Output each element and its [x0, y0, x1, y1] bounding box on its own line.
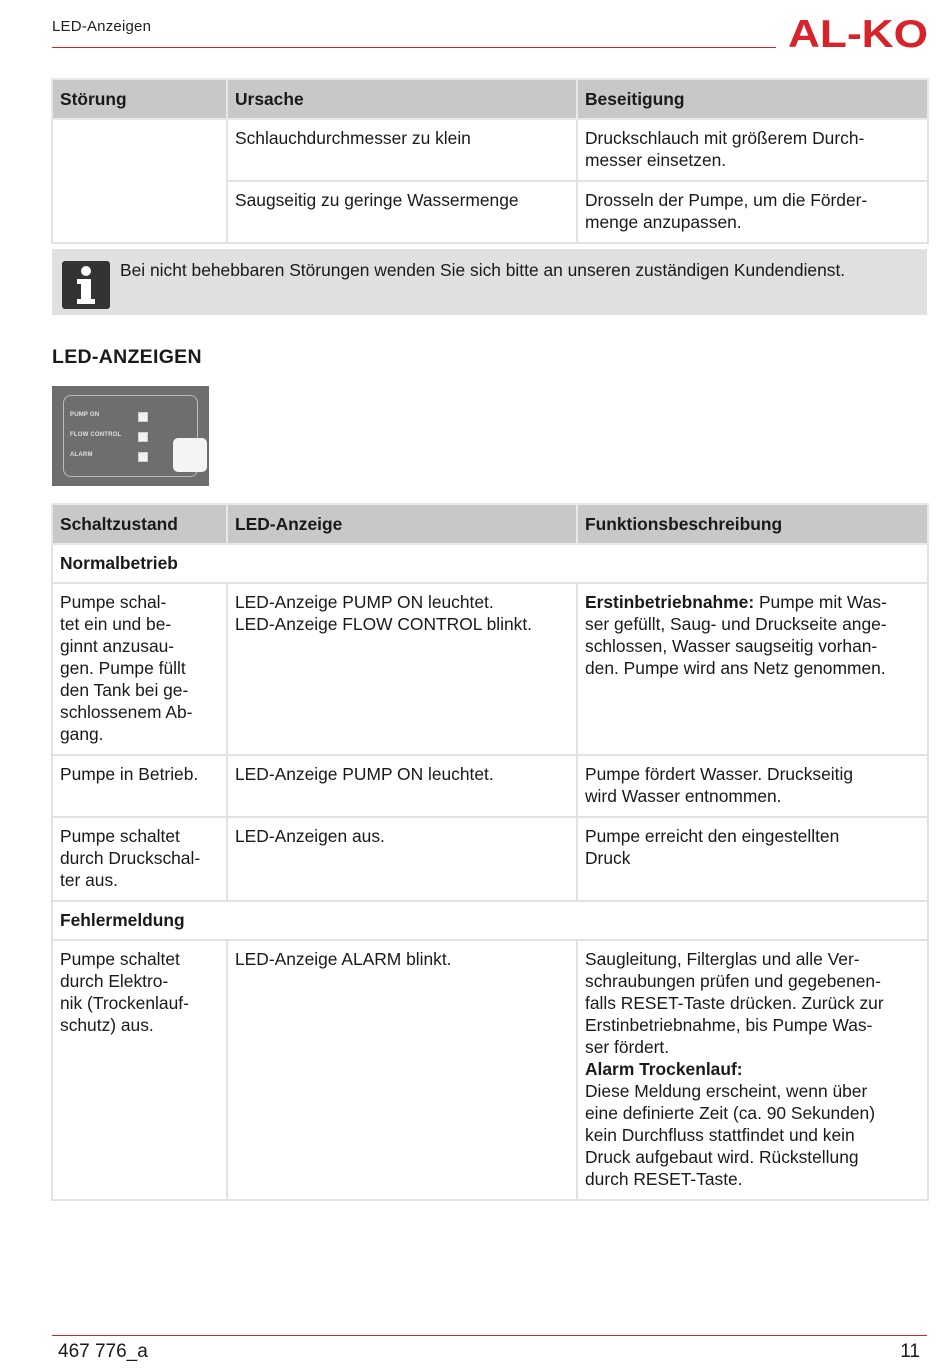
column-header: LED-Anzeige — [227, 504, 577, 544]
led-label-flow-control: FLOW CONTROL — [70, 432, 122, 438]
table-cell: Pumpe erreicht den eingestellten Druck — [577, 817, 928, 901]
desc-bold: Alarm Trockenlauf: — [585, 1059, 743, 1079]
table-cell: Pumpe in Betrieb. — [52, 755, 227, 817]
table-cell: Druckschlauch mit größerem Durch- messer einsetzen. — [577, 119, 928, 181]
table-row — [52, 583, 928, 755]
table-cell — [577, 940, 928, 1200]
table-cell: LED-Anzeigen aus. — [227, 817, 577, 901]
troubleshooting-table — [51, 78, 929, 244]
led-status-table — [51, 503, 929, 1201]
table-header-row — [52, 504, 928, 544]
table-cell: Saugseitig zu geringe Wassermenge — [227, 181, 577, 243]
alko-logo — [788, 14, 928, 50]
led-panel-illustration — [52, 386, 209, 486]
column-header: Ursache — [227, 79, 577, 119]
table-cell: Pumpe schaltet durch Elektro- nik (Trockenlauf- schutz) aus. — [52, 940, 227, 1200]
table-cell: LED-Anzeige ALARM blinkt. — [227, 940, 577, 1200]
page-header-title: LED-Anzeigen — [52, 18, 152, 35]
info-icon — [62, 261, 110, 309]
column-header: Funktionsbeschreibung — [577, 504, 928, 544]
table-cell — [577, 583, 928, 755]
group-row — [52, 544, 928, 583]
table-cell: Drosseln der Pumpe, um die Förder- menge anzupassen. — [577, 181, 928, 243]
table-header-row — [52, 79, 928, 119]
table-row — [52, 940, 928, 1200]
table-cell: Pumpe schaltet durch Druckschal- ter aus. — [52, 817, 227, 901]
column-header: Störung — [52, 79, 227, 119]
column-header: Beseitigung — [577, 79, 928, 119]
led-panel-frame — [63, 395, 198, 477]
info-box — [52, 249, 927, 315]
led-alarm — [138, 452, 148, 462]
table-cell: LED-Anzeige PUMP ON leuchtet. — [227, 755, 577, 817]
info-text: Bei nicht behebbaren Störungen wenden Sie sich bitte an unseren zuständigen Kundendienst. — [120, 260, 846, 280]
table-row — [52, 755, 928, 817]
led-label-alarm: ALARM — [70, 452, 93, 458]
column-header: Schaltzustand — [52, 504, 227, 544]
svg-text:AL-KO: AL-KO — [788, 14, 928, 50]
desc-text: Pumpe mit Was- ser gefüllt, Saug- und Druckseite ange- schlossen, Wasser saugseitig vorhan- den. Pumpe wird ans Netz genommen. — [585, 592, 887, 678]
led-pump-on — [138, 412, 148, 422]
table-cell: LED-Anzeige PUMP ON leuchtet. LED-Anzeige FLOW CONTROL blinkt. — [227, 583, 577, 755]
footer-rule — [52, 1335, 927, 1336]
page-number: 11 — [900, 1341, 920, 1362]
table-row — [52, 817, 928, 901]
led-flow-control — [138, 432, 148, 442]
header-rule — [52, 47, 776, 48]
table-cell: Pumpe fördert Wasser. Druckseitig wird Wasser entnommen. — [577, 755, 928, 817]
group-title: Normalbetrieb — [52, 544, 928, 583]
section-heading: LED-ANZEIGEN — [52, 346, 202, 368]
desc-text: Saugleitung, Filterglas und alle Ver- schraubungen prüfen und gegebenen- falls RESET-Taste drücken. Zurück zur Erstinbetriebnahme, bis Pumpe Was- ser fördert. — [585, 949, 884, 1057]
group-title: Fehlermeldung — [52, 901, 928, 940]
led-label-pump-on: PUMP ON — [70, 412, 100, 418]
desc-bold: Erstinbetriebnahme: — [585, 592, 755, 612]
document-number: 467 776_a — [58, 1341, 148, 1362]
table-row — [52, 119, 928, 181]
table-cell: Pumpe schal- tet ein und be- ginnt anzusau- gen. Pumpe füllt den Tank bei ge- schlossenem Ab- gang. — [52, 583, 227, 755]
desc-text: Diese Meldung erscheint, wenn über eine definierte Zeit (ca. 90 Sekunden) kein Durchfluss stattfindet und kein Druck aufgebaut wird. Rückstellung durch RESET-Taste. — [585, 1081, 876, 1189]
table-cell: Schlauchdurchmesser zu klein — [227, 119, 577, 181]
table-cell — [52, 119, 227, 243]
reset-button-illustration — [173, 438, 207, 472]
group-row — [52, 901, 928, 940]
